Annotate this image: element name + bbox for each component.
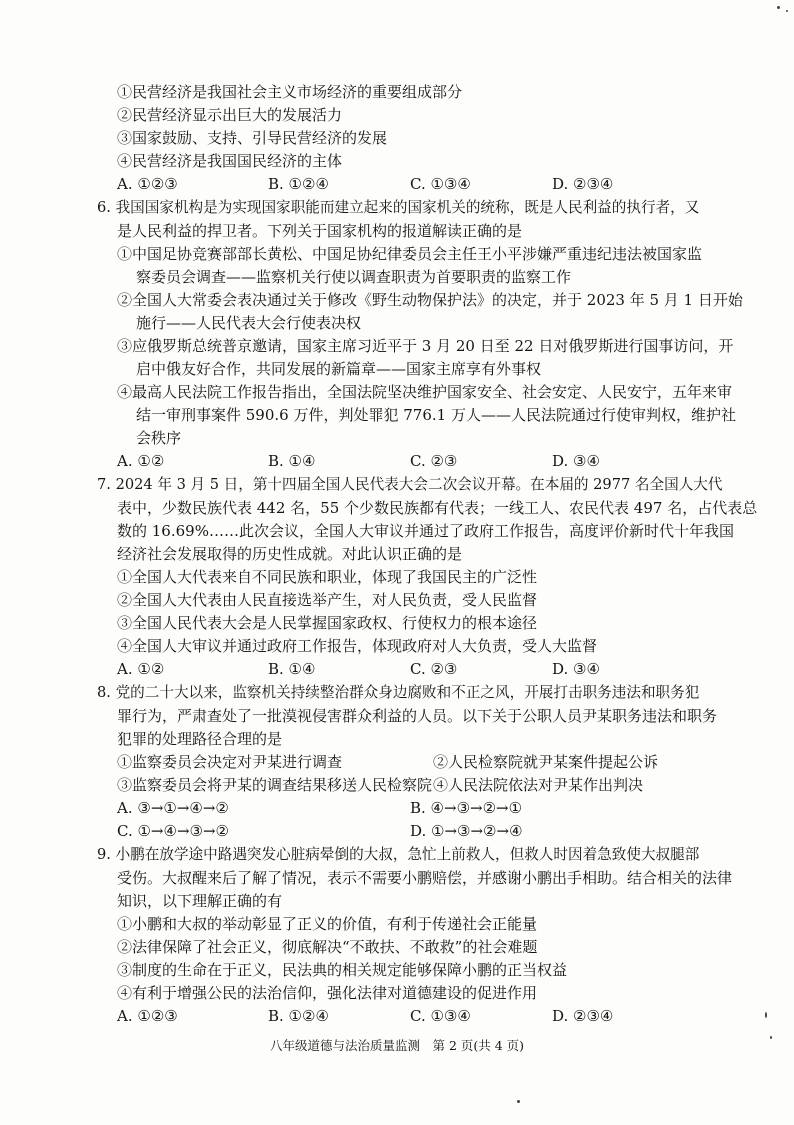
scan-speck bbox=[517, 1100, 520, 1103]
statement: ④最高人民法院工作报告指出，全国法院坚决维护国家安全、社会安定、人民安宁，五年来审 bbox=[117, 383, 733, 401]
statement: ③应俄罗斯总统普京邀请，国家主席习近平于 3 月 20 日至 22 日对俄罗斯进行国事访问，开 bbox=[117, 337, 734, 355]
statement: ①小鹏和大叔的举动彰显了正义的价值，有利于传递社会正能量 bbox=[117, 915, 538, 933]
option-d: D. ②③④ bbox=[552, 175, 614, 193]
statement: ④有利于增强公民的法治信仰，强化法律对道德建设的促进作用 bbox=[117, 984, 538, 1002]
option-d: D. ①→③→②→④ bbox=[410, 822, 523, 840]
question-stem: 罪行为，严肃查处了一批漠视侵害群众利益的人员。以下关于公职人员尹某职务违法和职务 bbox=[117, 707, 718, 725]
statement: ②全国人大常委会表决通过关于修改《野生动物保护法》的决定，并于 2023 年 5 月 1 日开始 bbox=[117, 291, 743, 309]
question-stem: 知识，以下理解正确的有 bbox=[117, 892, 283, 910]
statement: 察委员会调查——监察机关行使以调查职责为首要职责的监察工作 bbox=[136, 268, 572, 286]
statement: ②民营经济显示出巨大的发展活力 bbox=[117, 106, 343, 124]
question-stem: 表中，少数民族代表 442 名，55 个少数民族都有代表；一线工人、农民代表 497 名，占代表总 bbox=[117, 499, 758, 517]
question-stem: 数的 16.69%……此次会议，全国人大审议并通过了政府工作报告，高度评价新时代十年我国 bbox=[117, 522, 734, 540]
option-b: B. ①④ bbox=[268, 452, 316, 470]
statement: ④全国人大审议并通过政府工作报告，体现政府对人大负责，受人大监督 bbox=[117, 637, 598, 655]
statement: ②人民检察院就尹某案件提起公诉 bbox=[433, 753, 659, 771]
statement: ③全国人民代表大会是人民掌握国家政权、行使权力的根本途径 bbox=[117, 614, 538, 632]
page-footer: 八年级道德与法治质量监测 第 2 页(共 4 页) bbox=[269, 1038, 525, 1053]
question-stem: 8. 党的二十大以来，监察机关持续整治群众身边腐败和不正之风，开展打击职务违法和职务犯 bbox=[97, 684, 700, 701]
statement: ②全国人大代表由人民直接选举产生，对人民负责，受人民监督 bbox=[117, 591, 538, 609]
statement: ②法律保障了社会正义，彻底解决“不敢扶、不敢救”的社会难题 bbox=[117, 938, 538, 956]
option-c: C. ①→④→③→② bbox=[117, 822, 229, 840]
option-a: A. ①②③ bbox=[117, 175, 178, 193]
option-b: B. ①②④ bbox=[268, 175, 329, 193]
statement: ①中国足协竞赛部部长黄松、中国足协纪律委员会主任王小平涉嫌严重违纪违法被国家监 bbox=[117, 245, 703, 263]
option-a: A. ③→①→④→② bbox=[117, 799, 229, 817]
statement: ①监察委员会决定对尹某进行调查 bbox=[117, 753, 343, 771]
question-stem: 是人民利益的捍卫者。下列关于国家机构的报道解读正确的是 bbox=[117, 222, 523, 240]
question-stem: 受伤。大叔醒来后了解了情况，表示不需要小鹏赔偿，并感谢小鹏出手相助。结合相关的法律 bbox=[117, 869, 733, 887]
statement: ③监察委员会将尹某的调查结果移送人民检察院 bbox=[117, 776, 433, 794]
option-c: C. ①③④ bbox=[410, 175, 471, 193]
option-a: A. ①② bbox=[117, 660, 165, 678]
question-stem: 7. 2024 年 3 月 5 日，第十四届全国人民代表大会二次会议开幕。在本届的 2977 名全国人大代 bbox=[97, 476, 723, 493]
statement: 会秩序 bbox=[136, 429, 182, 447]
question-stem: 9. 小鹏在放学途中路遇突发心脏病晕倒的大叔，急忙上前救人，但救人时因着急致使大叔腿部 bbox=[97, 846, 700, 863]
option-d: D. ③④ bbox=[552, 660, 600, 678]
option-c: C. ②③ bbox=[410, 660, 458, 678]
option-d: D. ②③④ bbox=[552, 1007, 614, 1025]
question-stem: 6. 我国国家机构是为实现国家职能而建立起来的国家机关的统称，既是人民利益的执行者，又 bbox=[97, 199, 700, 216]
statement: ③国家鼓励、支持、引导民营经济的发展 bbox=[117, 129, 388, 147]
statement: ①全国人大代表来自不同民族和职业，体现了我国民主的广泛性 bbox=[117, 568, 538, 586]
scan-speck bbox=[770, 1036, 772, 1039]
option-c: C. ②③ bbox=[410, 452, 458, 470]
option-a: A. ①②③ bbox=[117, 1007, 178, 1025]
option-a: A. ①② bbox=[117, 452, 165, 470]
statement: ④民营经济是我国国民经济的主体 bbox=[117, 152, 343, 170]
option-b: B. ④→③→②→① bbox=[410, 799, 523, 817]
scan-speck bbox=[765, 1012, 767, 1018]
statement: ①民营经济是我国社会主义市场经济的重要组成部分 bbox=[117, 83, 463, 101]
scan-speck bbox=[777, 6, 780, 9]
statement: 启中俄友好合作，共同发展的新篇章——国家主席享有外事权 bbox=[136, 360, 542, 378]
option-d: D. ③④ bbox=[552, 452, 600, 470]
statement: ③制度的生命在于正义，民法典的相关规定能够保障小鹏的正当权益 bbox=[117, 961, 568, 979]
statement: 施行——人民代表大会行使表决权 bbox=[136, 314, 362, 332]
question-stem: 经济社会发展取得的历史性成就。对此认识正确的是 bbox=[117, 545, 463, 563]
option-b: B. ①④ bbox=[268, 660, 316, 678]
option-c: C. ①③④ bbox=[410, 1007, 471, 1025]
statement: 结一审刑事案件 590.6 万件，判处罪犯 776.1 万人——人民法院通过行使审判权，维护社 bbox=[136, 406, 736, 424]
statement: ④人民法院依法对尹某作出判决 bbox=[433, 776, 644, 794]
question-stem: 犯罪的处理路径合理的是 bbox=[117, 730, 283, 748]
option-b: B. ①②④ bbox=[268, 1007, 329, 1025]
scan-speck bbox=[786, 10, 788, 12]
